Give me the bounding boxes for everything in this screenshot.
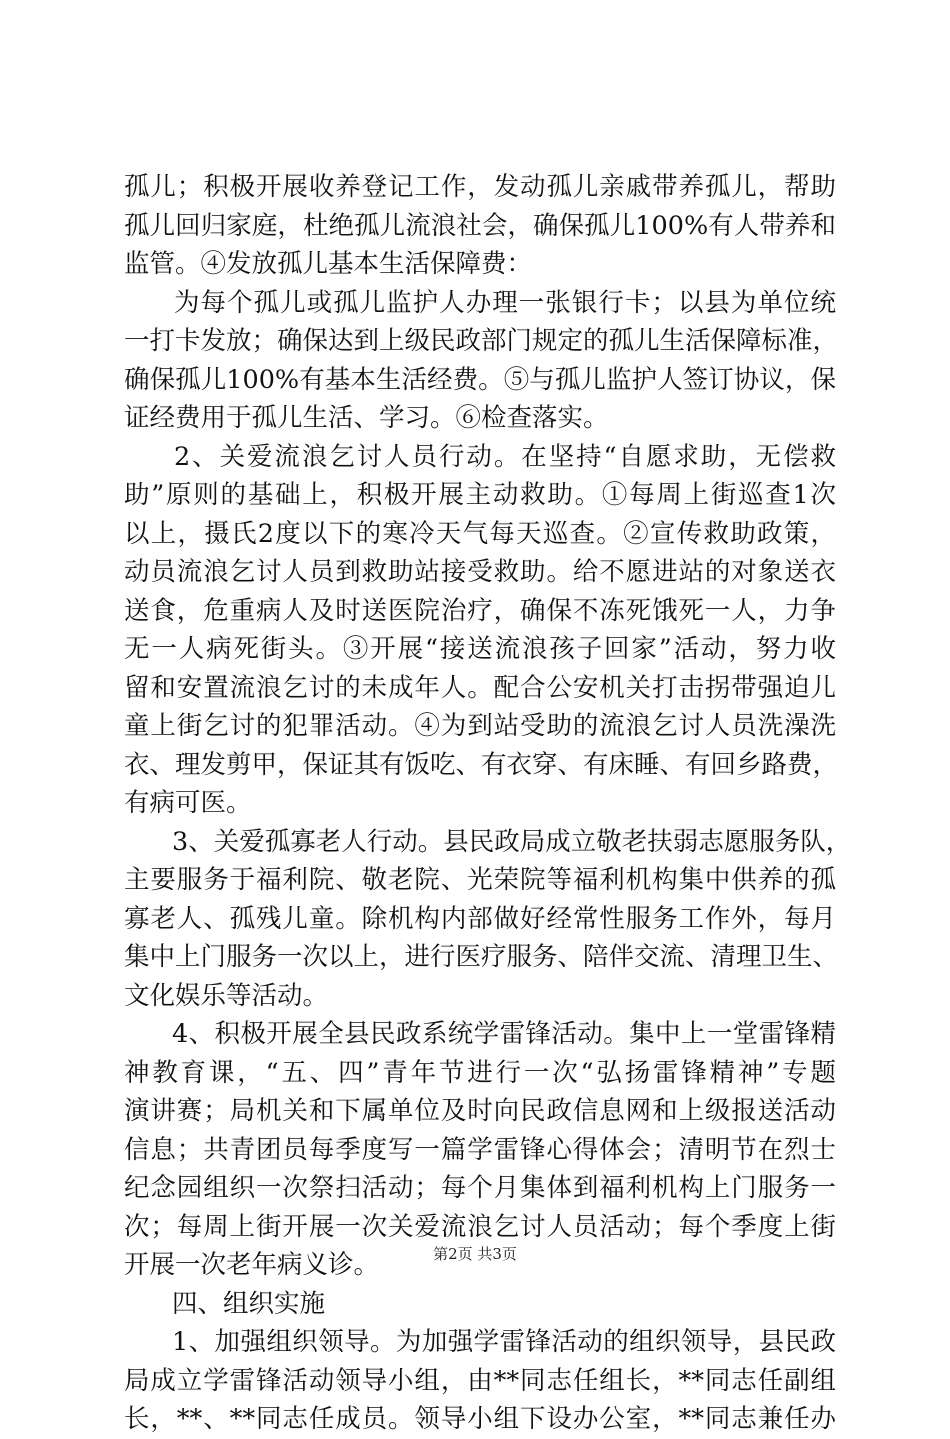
text-line: 1、加强组织领导。为加强学雷锋活动的组织领导，县民政	[172, 1327, 836, 1357]
text-line: 证经费用于孤儿生活、学习。⑥检查落实。	[124, 403, 609, 433]
text-line: 神教育课，“五、四”青年节进行一次“弘扬雷锋精神”专题	[124, 1057, 836, 1088]
text-line: 长，**、**同志任成员。领导小组下设办公室，**同志兼任办	[124, 1404, 836, 1434]
text-line: 信息；共青团员每季度写一篇学雷锋心得体会；清明节在烈士	[124, 1134, 836, 1165]
section-heading: 四、组织实施	[172, 1288, 326, 1319]
text-line: 文化娱乐等活动。	[124, 980, 329, 1011]
text-line: 留和安置流浪乞讨的未成年人。配合公安机关打击拐带强迫儿	[124, 672, 836, 703]
text-line: 3、关爱孤寡老人行动。县民政局成立敬老扶弱志愿服务队，	[172, 826, 852, 857]
text-line: 次；每周上街开展一次关爱流浪乞讨人员活动；每个季度上街	[124, 1211, 836, 1242]
text-line: 童上街乞讨的犯罪活动。④为到站受助的流浪乞讨人员洗澡洗	[124, 711, 836, 741]
text-line: 2、关爱流浪乞讨人员行动。在坚持“自愿求助，无偿救	[174, 441, 836, 472]
text-line: 有病可医。	[124, 788, 252, 818]
text-line: 送食，危重病人及时送医院治疗，确保不冻死饿死一人，力争	[124, 595, 836, 626]
text-line: 孤儿；积极开展收养登记工作，发动孤儿亲戚带养孤儿，帮助	[124, 172, 836, 202]
text-line: 助”原则的基础上，积极开展主动救助。①每周上街巡查1次	[124, 480, 836, 510]
text-line: 一打卡发放；确保达到上级民政部门规定的孤儿生活保障标准，	[124, 326, 839, 356]
text-line: 以上，摄氏2度以下的寒冷天气每天巡查。②宣传救助政策，	[124, 518, 836, 549]
text-line: 4、积极开展全县民政系统学雷锋活动。集中上一堂雷锋精	[172, 1019, 836, 1049]
text-line: 主要服务于福利院、敬老院、光荣院等福利机构集中供养的孤	[124, 865, 836, 895]
text-line: 监管。④发放孤儿基本生活保障费：	[124, 249, 533, 279]
text-line: 纪念园组织一次祭扫活动；每个月集体到福利机构上门服务一	[124, 1173, 836, 1203]
text-line: 局成立学雷锋活动领导小组，由**同志任组长，**同志任副组	[124, 1365, 836, 1396]
text-line: 集中上门服务一次以上，进行医疗服务、陪伴交流、清理卫生、	[124, 942, 839, 972]
text-line: 孤儿回归家庭，杜绝孤儿流浪社会，确保孤儿100%有人带养和	[124, 210, 836, 241]
text-line: 寡老人、孤残儿童。除机构内部做好经常性服务工作外，每月	[124, 903, 836, 934]
text-line: 无一人病死街头。③开展“接送流浪孩子回家”活动，努力收	[124, 634, 836, 664]
text-line: 为每个孤儿或孤儿监护人办理一张银行卡；以县为单位统	[174, 287, 836, 318]
text-line: 确保孤儿100%有基本生活经费。⑤与孤儿监护人签订协议，保	[124, 364, 836, 395]
text-line: 开展一次老年病义诊。	[124, 1250, 380, 1280]
text-line: 演讲赛；局机关和下属单位及时向民政信息网和上级报送活动	[124, 1096, 836, 1126]
page-number-footer: 第2页 共3页	[433, 1245, 517, 1263]
text-line: 动员流浪乞讨人员到救助站接受救助。给不愿进站的对象送衣	[124, 557, 836, 587]
text-line: 衣、理发剪甲，保证其有饭吃、有衣穿、有床睡、有回乡路费，	[124, 749, 839, 780]
